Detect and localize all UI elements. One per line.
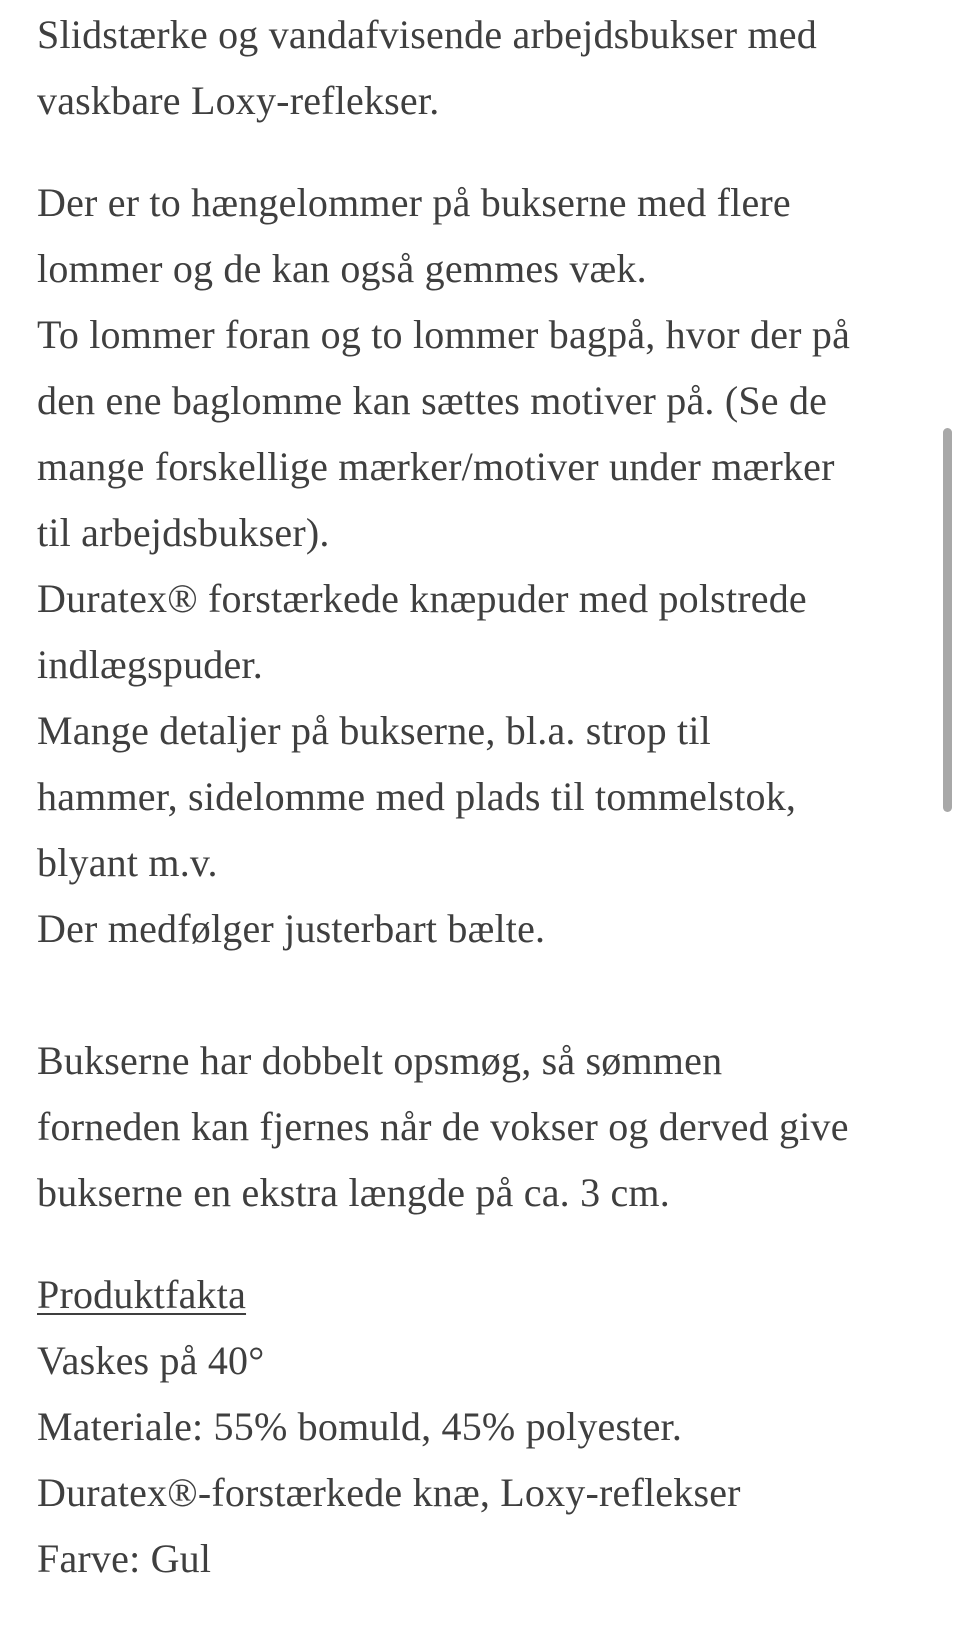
description-line: den ene baglomme kan sættes motiver på. (Se de	[37, 378, 828, 423]
description-line: til arbejdsbukser).	[37, 510, 330, 555]
description-line: Der er to hængelommer på bukserne med flere	[37, 180, 791, 225]
description-line: Der medfølger justerbart bælte.	[37, 906, 546, 951]
description-line: Slidstærke og vandafvisende arbejdsbukser med	[37, 12, 817, 57]
description-line: indlægspuder.	[37, 642, 263, 687]
description-line: hammer, sidelomme med plads til tommelstok,	[37, 774, 797, 819]
scrollbar-thumb[interactable]	[943, 428, 952, 812]
description-line: mange forskellige mærker/motiver under mærker	[37, 444, 835, 489]
product-fact-line: Materiale: 55% bomuld, 45% polyester.	[37, 1404, 683, 1449]
blank-line-spacer	[37, 962, 930, 1028]
description-line: lommer og de kan også gemmes væk.	[37, 246, 647, 291]
description-line: Mange detaljer på bukserne, bl.a. strop til	[37, 708, 711, 753]
description-line: vaskbare Loxy-reflekser.	[37, 78, 440, 123]
paragraph-product-facts	[37, 1262, 930, 1592]
paragraph-intro	[37, 2, 930, 134]
product-fact-line: Vaskes på 40°	[37, 1338, 265, 1383]
product-fact-line: Farve: Gul	[37, 1536, 212, 1581]
paragraph-details	[37, 170, 930, 1226]
product-fact-line: Duratex®-forstærkede knæ, Loxy-reflekser	[37, 1470, 741, 1515]
description-line: forneden kan fjernes når de vokser og derved give	[37, 1104, 849, 1149]
product-facts-heading: Produktfakta	[37, 1272, 247, 1317]
description-line: Duratex® forstærkede knæpuder med polstrede	[37, 576, 807, 621]
description-line: blyant m.v.	[37, 840, 218, 885]
description-line: bukserne en ekstra længde på ca. 3 cm.	[37, 1170, 670, 1215]
description-line: Bukserne har dobbelt opsmøg, så sømmen	[37, 1038, 723, 1083]
description-line: To lommer foran og to lommer bagpå, hvor der på	[37, 312, 851, 357]
